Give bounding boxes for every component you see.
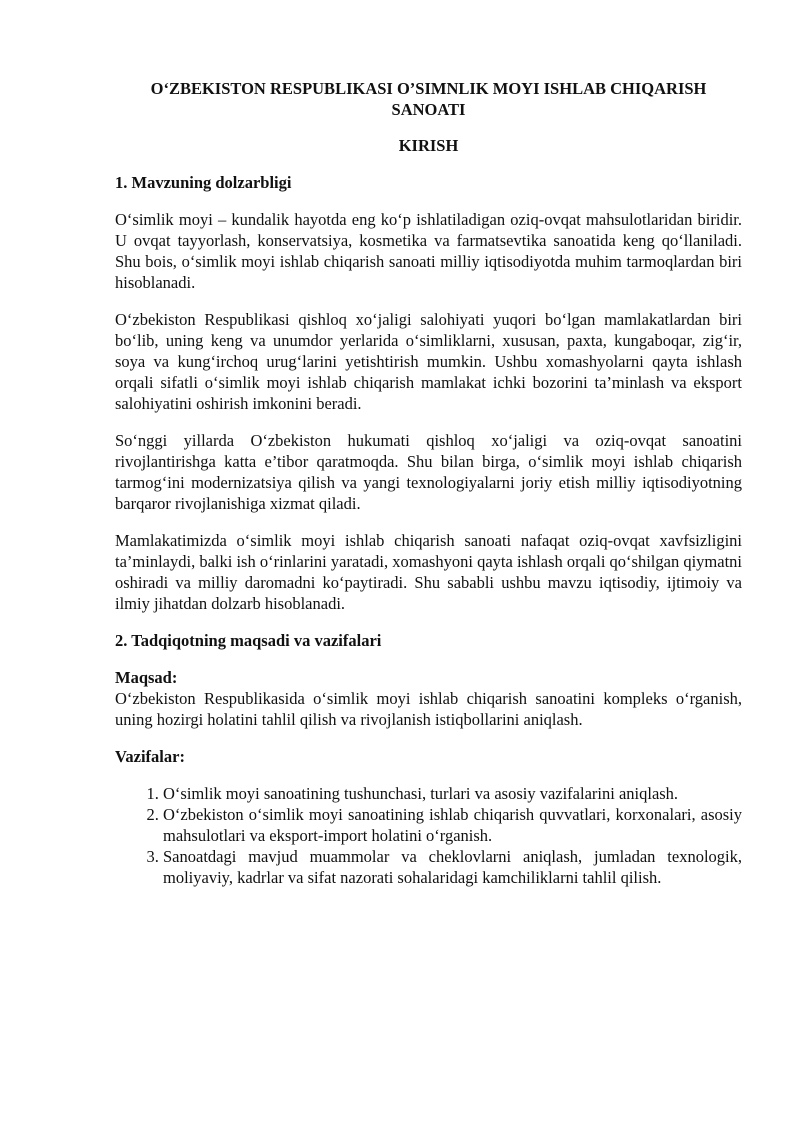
intro-heading: KIRISH <box>398 136 459 155</box>
list-item: 2. O‘zbekiston o‘simlik moyi sanoatining ishlab chiqarish quvvatlari, korxonalari, asosiy mahsulotlari va eksport-import holatini o‘rganish. <box>163 804 742 846</box>
section1-paragraph: O‘zbekiston Respublikasi qishloq xo‘jaligi salohiyati yuqori bo‘lgan mamlakatlardan biri bo‘lib, uning keng va unumdor yerlarida o‘simliklarni, xususan, paxta, kungaboqar, zig‘ir, soya va kung‘irchoq urug‘larini yetishtirish mumkin. Ushbu xomashyolarni qayta ishlash orqali sifatli o‘simlik moyi ishlab chiqarish mamlakat ichki bozorini ta’minlash va eksport salohiyatini oshirish imkonini beradi. <box>115 310 742 413</box>
section1-paragraph: So‘nggi yillarda O‘zbekiston hukumati qishloq xo‘jaligi va oziq-ovqat sanoatini rivojlantirishga katta e’tibor qaratmoqda. Shu bilan birga, o‘simlik moyi ishlab chiqarish tarmog‘ini modernizatsiya qilish va yangi texnologiyalarni joriy etish milliy iqtisodiyotning barqaror rivojlanishiga xizmat qiladi. <box>115 431 742 513</box>
list-item: 1. O‘simlik moyi sanoatining tushunchasi, turlari va asosiy vazifalarini aniqlash. <box>163 783 742 804</box>
tasks-label: Vazifalar: <box>115 747 185 766</box>
tasks-list <box>115 783 742 888</box>
goal-text: O‘zbekiston Respublikasida o‘simlik moyi ishlab chiqarish sanoatini kompleks o‘rganish, uning hozirgi holatini tahlil qilish va rivojlanish istiqbollarini aniqlash. <box>115 689 742 729</box>
document-page <box>115 78 742 888</box>
goal-label: Maqsad: <box>115 668 178 687</box>
section1-paragraph: O‘simlik moyi – kundalik hayotda eng ko‘p ishlatiladigan oziq-ovqat mahsulotlaridan biridir. U ovqat tayyorlash, konservatsiya, kosmetika va farmatsevtika sanoatida keng qo‘llaniladi. Shu bois, o‘simlik moyi ishlab chiqarish sanoati milliy iqtisodiyotda muhim tarmoqlardan biri hisoblanadi. <box>115 210 742 292</box>
document-title: O‘ZBEKISTON RESPUBLIKASI O’SIMNLIK MOYI ISHLAB CHIQARISH SANOATI <box>150 79 707 119</box>
section1-paragraph: Mamlakatimizda o‘simlik moyi ishlab chiqarish sanoati nafaqat oziq-ovqat xavfsizligini ta’minlaydi, balki ish o‘rinlarini yaratadi, xomashyoni qayta ishlash orqali qo‘shilgan qiymatni oshiradi va milliy daromadni ko‘paytiradi. Shu sababli ushbu mavzu iqtisodiy, ijtimoiy va ilmiy jihatdan dolzarb hisoblanadi. <box>115 531 742 613</box>
list-item: 3. Sanoatdagi mavjud muammolar va cheklovlarni aniqlash, jumladan texnologik, moliyaviy, kadrlar va sifat nazorati sohalaridagi kamchiliklarni tahlil qilish. <box>163 846 742 888</box>
section1-heading: 1. Mavzuning dolzarbligi <box>115 173 292 192</box>
section2-heading: 2. Tadqiqotning maqsadi va vazifalari <box>115 631 382 650</box>
